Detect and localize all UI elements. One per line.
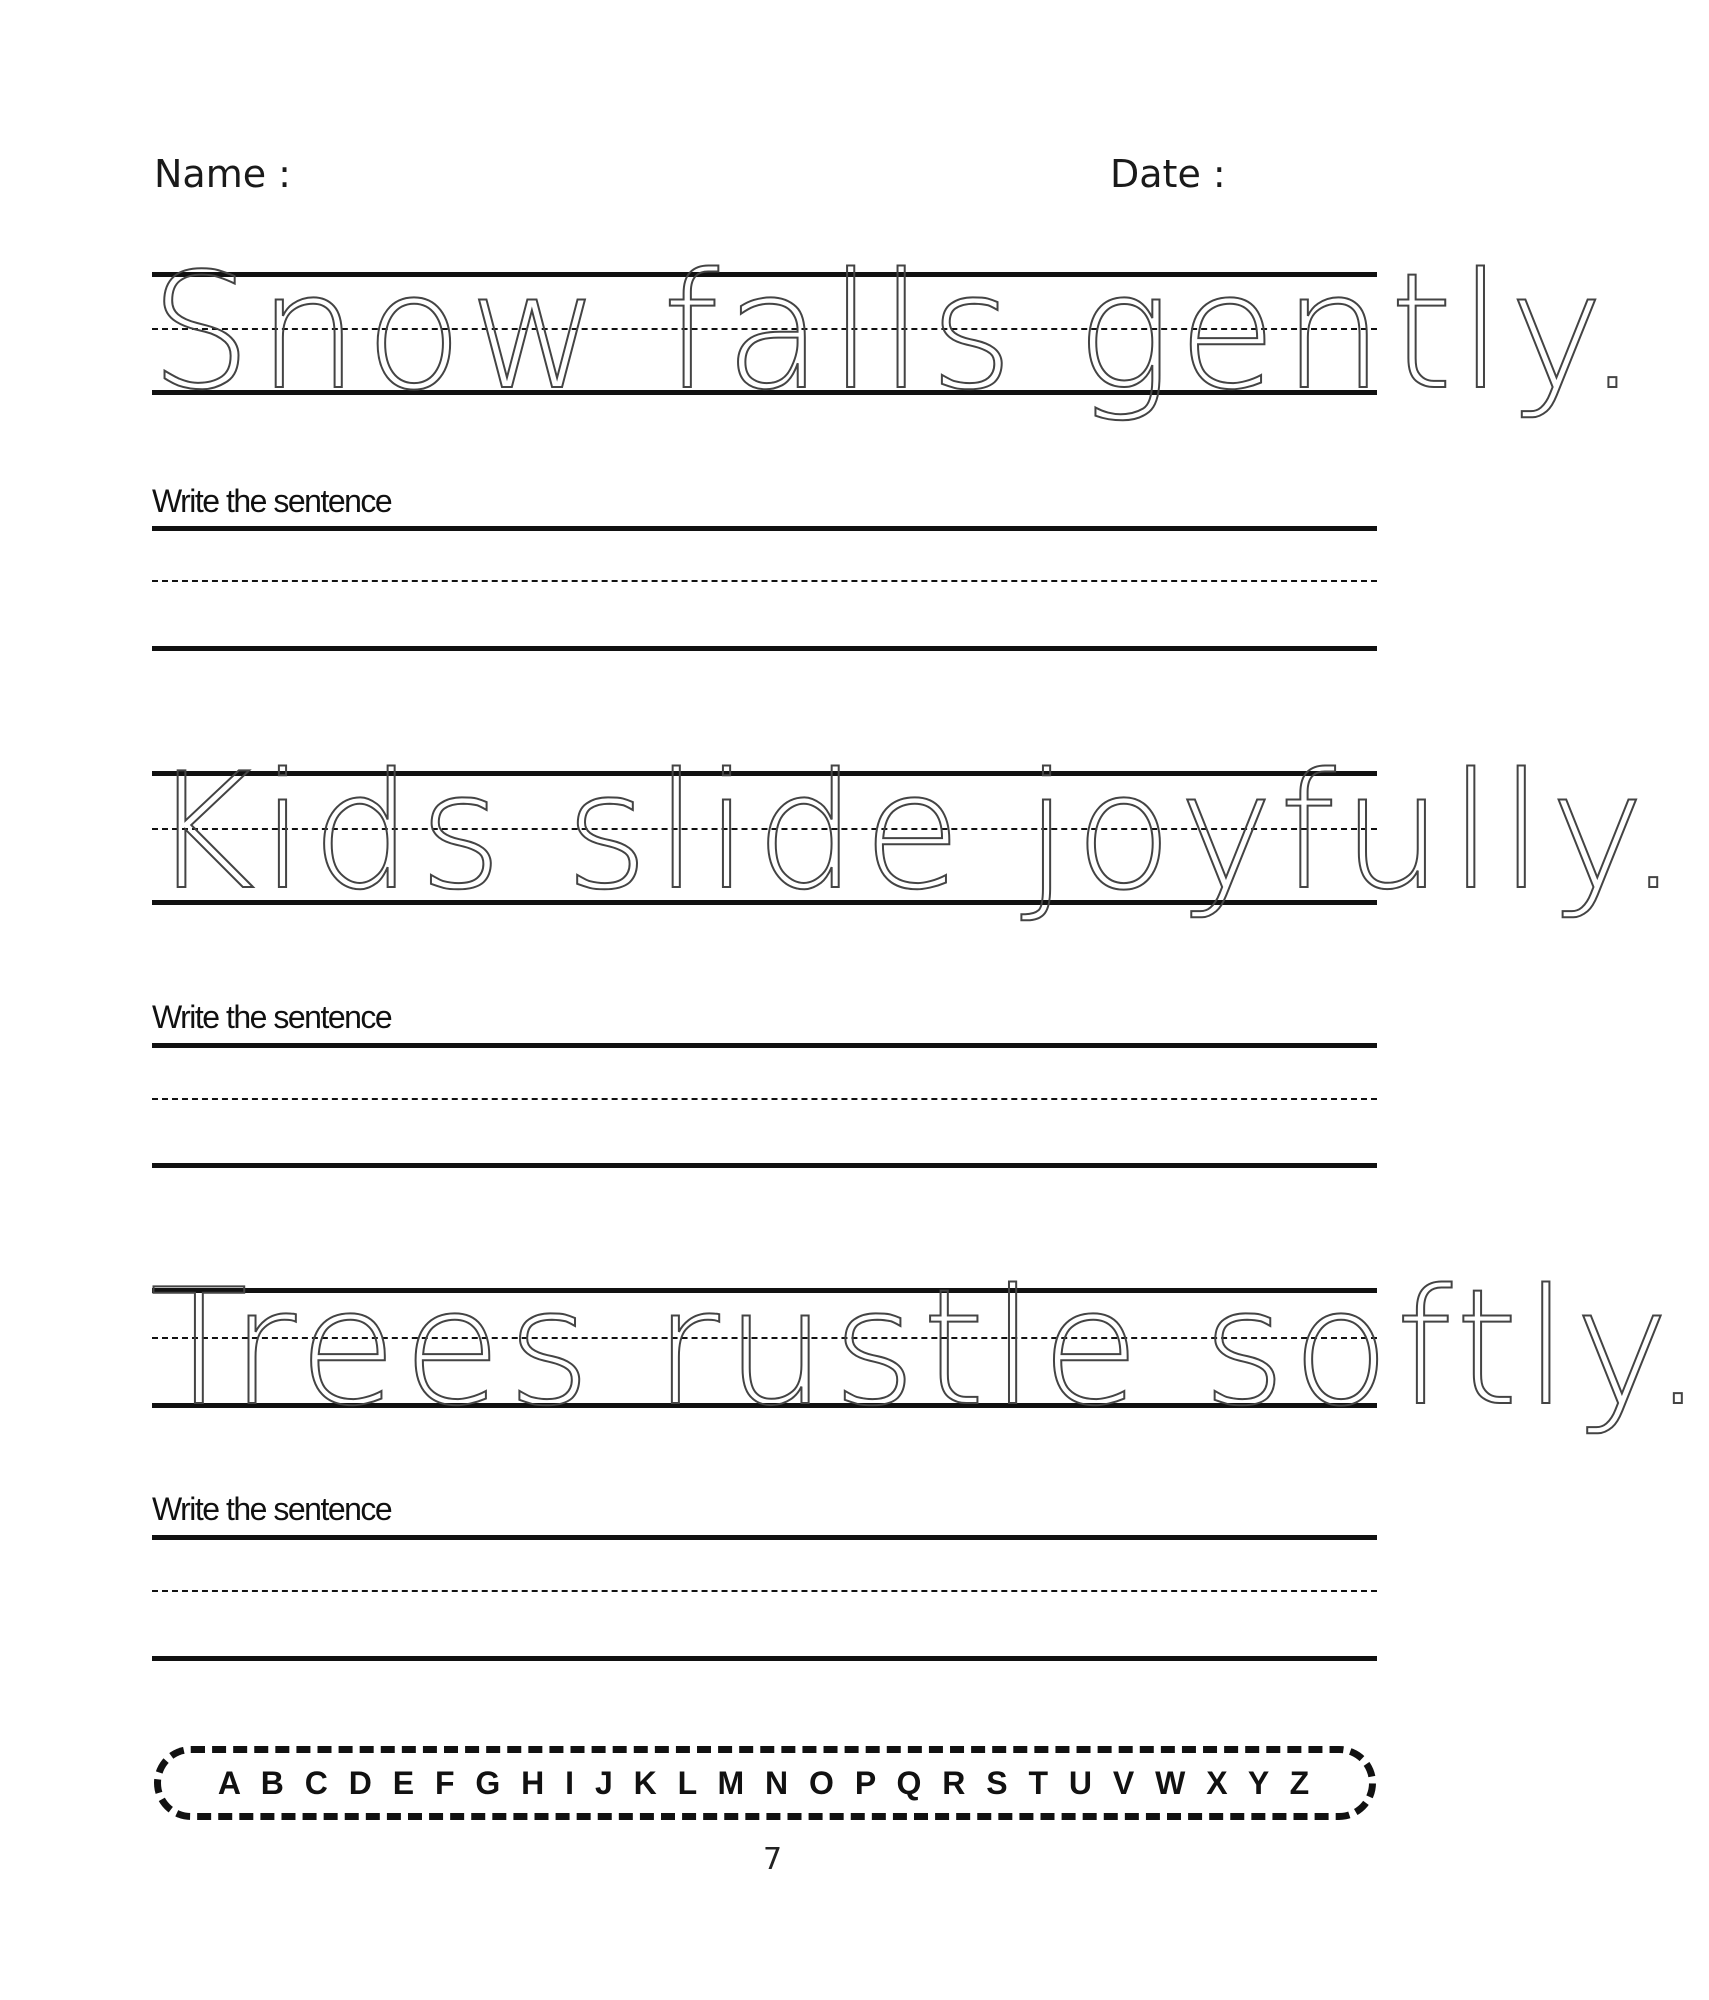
name-label: Name : <box>154 152 291 196</box>
alphabet-letters: A B C D E F G H I J K L M N O P Q R S T U V W X Y Z <box>217 1764 1313 1801</box>
alphabet-strip <box>154 1746 1376 1820</box>
write-top-line[interactable] <box>152 1535 1377 1540</box>
trace-sentence: Trees rustle softly. <box>150 1254 1709 1441</box>
write-base-line[interactable] <box>152 1656 1377 1661</box>
write-mid-line[interactable] <box>152 1098 1377 1100</box>
write-base-line[interactable] <box>152 646 1377 651</box>
write-top-line[interactable] <box>152 526 1377 531</box>
write-sentence-label: Write the sentence <box>152 483 392 519</box>
page-number: 7 <box>762 1842 783 1877</box>
write-sentence-label: Write the sentence <box>152 999 392 1035</box>
write-top-line[interactable] <box>152 1043 1377 1048</box>
write-sentence-label: Write the sentence <box>152 1491 392 1527</box>
write-mid-line[interactable] <box>152 580 1377 582</box>
date-label: Date : <box>1110 152 1226 196</box>
trace-sentence: Kids slide joyfully. <box>150 738 1685 925</box>
write-mid-line[interactable] <box>152 1590 1377 1592</box>
write-base-line[interactable] <box>152 1163 1377 1168</box>
trace-sentence: Snow falls gently. <box>150 238 1644 425</box>
